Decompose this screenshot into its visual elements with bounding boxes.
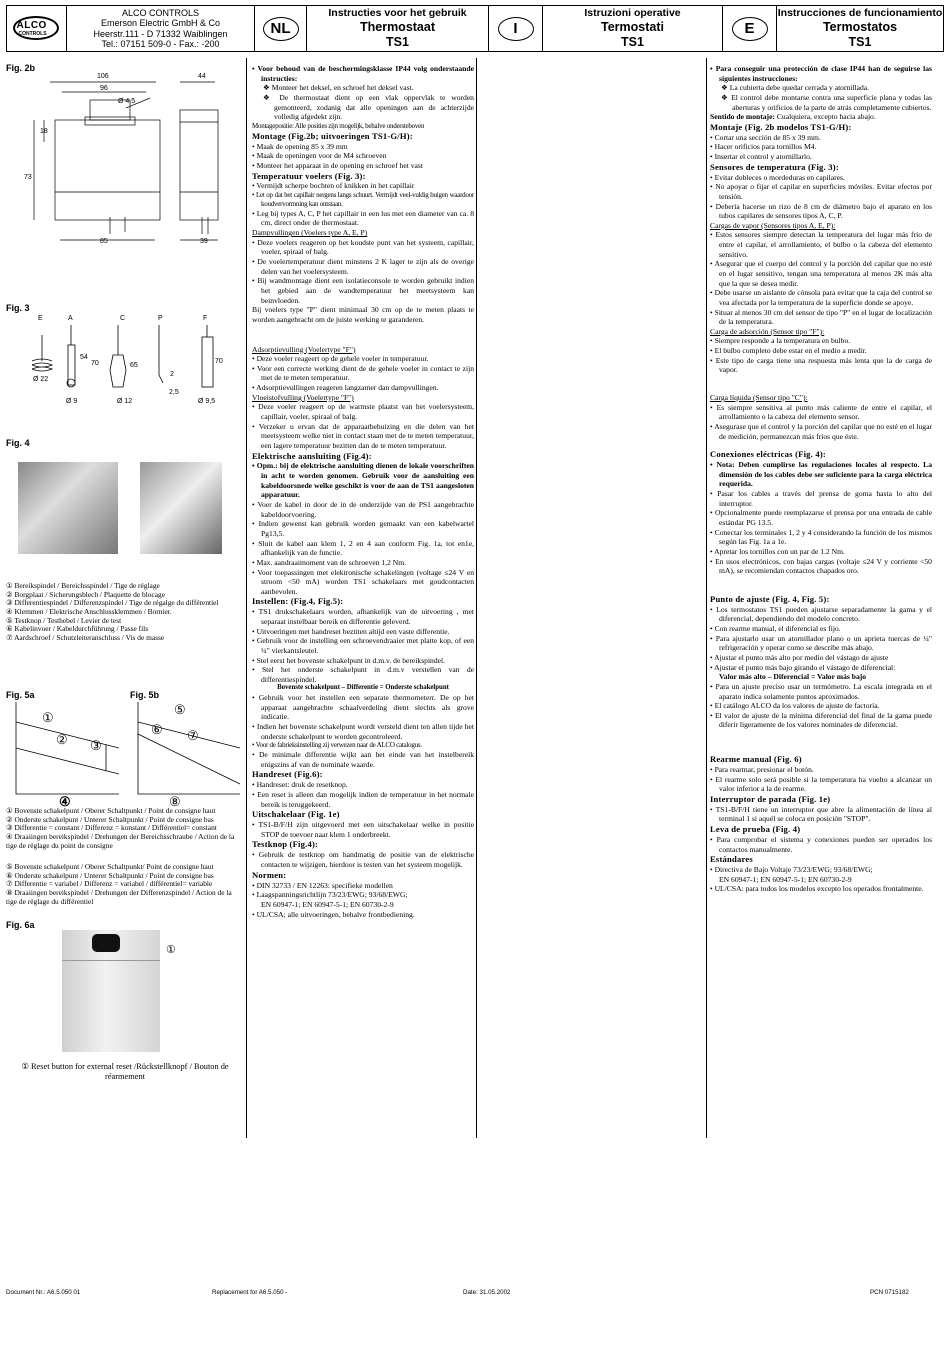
es-p5: Ajustar el punto más bajo girando el vástago de diferencial: — [714, 662, 896, 672]
nl-montagepositie: Montagepositie: Alle posities zijn mogelijk, behalve ondersteboven — [252, 121, 425, 130]
sensor-type-a: A — [68, 315, 73, 322]
nl-list-item: • Gebruik de testknop om handmatig de positie van de elektrische contacten te wijzigen, hierdoor is testen van het systeem mogelijk. — [252, 850, 474, 870]
nl-n3: UL/CSA; alle uitvoeringen, behalve frontbediening. — [256, 909, 415, 919]
svg-text:①: ① — [42, 710, 54, 725]
nl-a3: Adsorptievullingen reageren langzamer dan dampvullingen. — [256, 383, 439, 393]
nl-e-opm: Opm.: bij de elektrische aansluiting dienen de lokale voorschriften in acht te worden genomen. Gebruik voor de aansluiting een kabeldoorsnede welke geschikt is voor de aan de TS1 aangesloten apparatuur. — [256, 461, 474, 500]
legend-item: ④ Draaiingen bereikspindel / Drehungen der Bereichsschraube / Action de la tige de réglage du point de consigne — [6, 831, 235, 850]
dim-d9: Ø 9 — [66, 398, 78, 405]
nl-m3: Monteer het apparaat in de opening en schroef het vast — [256, 160, 423, 170]
es-column — [710, 64, 932, 894]
es-e1: Directiva de Bajo Voltaje 73/23/EWG; 93/68/EWG; — [714, 865, 873, 875]
dim-18: 18 — [40, 128, 48, 135]
title-nl-line1: Instructies voor het gebruik — [328, 7, 467, 20]
nl-i9: De minimale differentie wijkt aan het einde van het instelbereik enigszins af van de nominale waarde. — [258, 750, 474, 769]
nl-list-item: • UL/CSA; alle uitvoeringen, behalve frontbediening. — [252, 909, 415, 919]
nl-list-item: • Adsorptievullingen reageren langzamer dan dampvullingen. — [252, 383, 439, 393]
es-m2: Hacer orificios para tornillos M4. — [714, 142, 817, 152]
dim-d22: Ø 22 — [33, 376, 49, 383]
title-es — [777, 6, 943, 51]
es-list-item: • Hacer orificios para tornillos M4. — [710, 142, 817, 152]
nl-formula: Bovenste schakelpunt – Differentie = Onderste schakelpunt — [277, 684, 449, 692]
es-p2: Con rearme manual, el diferencial es fijo. — [714, 624, 841, 634]
nl-v3: Leg bij types A, C, P het capillair in een lus met een diameter van ca. 8 cm, direct onder de thermostaat. — [256, 208, 474, 228]
sensor-type-p: P — [158, 315, 163, 322]
nl-list-item: • Bij wandmontage dient een isolatieconsole te worden gebruikt indien het gebied aan de wandtemperatuur het meetsysteem kan beinvloeden. — [252, 276, 474, 305]
es-list-item: • Directiva de Bajo Voltaje 73/23/EWG; 93/68/EWG; — [710, 865, 873, 875]
svg-text:⑦: ⑦ — [187, 728, 199, 743]
dim-73: 73 — [24, 174, 32, 181]
nl-e3: Sluit de kabel aan klem 1, 2 en 4 aan conform Fig. 1a, tot en1e, afhankelijk van de functie. — [258, 538, 474, 558]
es-list-item: • El valor de ajuste de la mínima diferencial del final de la gama puede diferir ligeramente de los valores nominales de diferencial. — [710, 710, 932, 730]
nl-n2b: EN 60947-1; EN 60947-5-1; EN 60730-2-9 — [261, 899, 394, 909]
nl-d1: Deze voelers reageren op het koudste punt van het systeem, capillair, voeler, spiraal of balg. — [257, 237, 474, 257]
legend-item: ⑤ Testknop / Testhebel / Levier de test — [6, 615, 122, 625]
nl-list-item: • Stel het onderste schakelpunt in d.m.v verstellen van de differentiespindel. — [252, 665, 474, 684]
nl-list-item: • DIN 32733 / EN 12263: specifieke modellen — [252, 880, 393, 890]
nl-list-item: • Max. aandraaimoment van de schroeven 1,2 Nm. — [252, 557, 407, 567]
es-list-item: • Para ajustarlo usar un atornillador plano o un aprieta tuercas de ¼" refrigeración y operar como se describe más abajo. — [710, 633, 932, 653]
es-r1: Para rearmar, presionar el botón. — [714, 764, 814, 774]
svg-text:②: ② — [56, 732, 68, 747]
fig3-label: Fig. 3 — [6, 303, 30, 313]
es-list-item: • Ajustar el punto más bajo girando el vástago de diferencial: — [710, 662, 896, 672]
dim-44: 44 — [198, 73, 206, 80]
es-p6: Para un ajuste preciso usar un termómetro. La escala integrada en el aparato indica solamente puntos aproximados. — [715, 681, 932, 701]
svg-text:③: ③ — [90, 738, 102, 753]
company-phone: Tel.: 07151 509-0 - Fax.: -200 — [101, 38, 220, 49]
es-heading-sensores: Sensores de temperatura (Fig. 3): — [710, 161, 839, 172]
dim-70a: 70 — [91, 360, 99, 367]
company-legal: Emerson Electric GmbH & Co — [100, 18, 221, 29]
nl-list-item: • Deze voeler reageert op de gehele voeler in temperatuur. — [252, 354, 429, 364]
es-s3: Debería hacerse un rizo de 8 cm de diámetro bajo el aparato en los tubos capilares de sensores tipos A, C, P. — [715, 201, 933, 221]
nl-i7: Indien het bovenste schakelpunt wordt versteld dient ten allen tijde het onderste schakelpunt te worden gecontroleerd. — [256, 722, 474, 741]
nl-i3: Gebruik voor de instelling een schroevendraaier met platte kop, of een ¼" vierkantsleutel. — [256, 636, 474, 655]
fig3-sensor-drawing — [28, 325, 228, 405]
es-a3: Este tipo de carga tiene una respuesta más lenta que la de carga de vapor. — [715, 355, 932, 375]
nl-i5: Stel het onderste schakelpunt in d.m.v verstellen van de differentiespindel. — [261, 665, 474, 684]
es-list-item: • Apretar los tornillos con un par de 1.2 Nm. — [710, 546, 845, 556]
lang-tag-it: I — [498, 17, 534, 41]
es-list-item: • El bulbo completo debe estar en el medio a medir. — [710, 346, 867, 356]
es-list-item: • Los termostatos TS1 pueden ajustarse separadamente la gama y el diferencial, dependiendo del modelo concreto. — [710, 604, 932, 624]
es-v1: Estos sensores siempre detectan la temperatura del lugar más frío de entre el capilar, el arrollamiento, el bulbo o la cabeza del elemento sensitivo. — [715, 230, 932, 259]
nl-intro-text: Voor behoud van de beschermingsklasse IP44 volg onderstaande instructies: — [257, 64, 474, 83]
nl-list-item: • Vermijdt scherpe bochten of knikken in het capillair — [252, 181, 415, 191]
es-list-item: • En usos electrónicos, con bajas cargas (voltaje ≤24 V y corriente <50 mA), se recomiendan contactos chapados oro. — [710, 556, 932, 576]
dim-hole: Ø 4,5 — [118, 98, 136, 105]
es-list-item: • El rearme solo será posible si la temperatura ha vuelto a alcanzar un valor inferior a la de rearme. — [710, 774, 932, 794]
es-heading-estandares: Estándares — [710, 854, 753, 865]
nl-e5: Voor toepassingen met elektronische schakelingen (voltage ≤24 V en stroom <50 mA) worden TS1 schakelaars met goudcontacten aanbevolen. — [257, 567, 474, 596]
es-list-item: • Estos sensores siempre detectan la temperatura del lugar más frío de entre el capilar, el arrollamiento, el bulbo o la cabeza del elemento sensitivo. — [710, 230, 932, 259]
nl-m1: Maak de opening 85 x 39 mm — [256, 141, 348, 151]
nl-r1: Handreset: druk de resetknop. — [256, 780, 348, 790]
legend-item: ① Bovenste schakelpunt / Oberer Schaltpunkt / Point de consigne haut — [6, 806, 216, 815]
es-lv1: Para comprobar el sistema y conexiones pueden ser operados los contactos manualmente. — [716, 834, 933, 854]
nl-list-item: • Voor de fabrieksinstelling zij verwezen naar de ALCO catalogus. — [252, 741, 422, 750]
es-list-item: • Evitar dobleces o mordeduras en capilares. — [710, 172, 845, 182]
es-c1: Pasar los cables a través del prensa de goma hasta lo alto del interruptor. — [717, 489, 932, 508]
dim-25: 2,5 — [169, 389, 179, 396]
document-header — [6, 5, 944, 52]
es-list-item: • Ajustar el punto más alto por medio del vástago de ajuste — [710, 652, 889, 662]
title-it-line3: TS1 — [621, 34, 644, 49]
nl-list-item: • TS1 drukschakelaars worden, afhankelijk van de uitvoering , met separaat instelbaar bereik en differentie geleverd. — [252, 607, 474, 626]
es-p4: Ajustar el punto más alto por medio del vástago de ajuste — [714, 652, 889, 662]
nl-e2: Indien gewenst kan gebruik worden gemaakt van een kabelwartel Pg13,5. — [258, 519, 475, 538]
nl-i1: TS1 drukschakelaars worden, afhankelijk van de uitvoering , met separaat instelbaar bereik en differentie geleverd. — [258, 607, 474, 626]
logo-subtext: CONTROLS — [18, 30, 47, 37]
nl-list-item: • Monteer het apparaat in de opening en schroef het vast — [252, 160, 423, 170]
legend-item: ⑥ Kabelinvoer / Kabeldurchführung / Passe fils — [6, 624, 149, 634]
nl-list-item: • Voor toepassingen met elektronische schakelingen (voltage ≤24 V en stroom <50 mA) worden TS1 schakelaars met goudcontacten aanbevolen. — [252, 567, 474, 596]
legend-item: ③ Differentiespindel / Differenzspindel / Tige de régalge du différentiel — [6, 598, 219, 608]
nl-e1: Voer de kabel in door de in de onderzijde van de PS1 aangebrachte kabeldoorvoering. — [257, 500, 474, 519]
es-list-item: • Insertar el control y atornillarlo. — [710, 152, 812, 162]
es-sentido-value: Cualquiera, excepto hacia abajo. — [774, 112, 876, 122]
es-list-item: • UL/CSA: para todos los modelos excepto los operados frontalmente. — [710, 884, 924, 894]
fig6a-photo — [62, 930, 160, 1052]
es-list-item: • TS1-B/F/H tiene un interruptor que abre la alimentación de línea al terminal 1 si aquél se coloca en posición "STOP". — [710, 804, 933, 824]
sensor-type-e: E — [38, 315, 43, 322]
nl-v2: Let op dat het capillair nergens langs schuurt. Vermijdt veel-vuldig buigen waardoor koudvervormning kan ontstaan. — [255, 191, 474, 208]
fig6a-label: Fig. 6a — [6, 920, 35, 930]
sensor-type-c: C — [120, 315, 126, 322]
es-p7: El catálogo ALCO da los valores de ajuste de factoría. — [714, 701, 880, 711]
es-list-item: • Para un ajuste preciso usar un termómetro. La escala integrada en el aparato indica solamente puntos aproximados. — [710, 681, 932, 701]
es-a2: El bulbo completo debe estar en el medio a medir. — [714, 346, 867, 356]
es-c2: Opcionalmente puede reemplazarse el prensa por una entrada de cable estándar PG 13.5. — [714, 508, 932, 527]
es-p1: Los termostatos TS1 pueden ajustarse separadamente la gama y el diferencial, dependiendo del modelo concreto. — [716, 604, 932, 624]
es-c-nota: Nota: Deben cumplirse las regulaciones locales al respecto. La dimensión de los cables debe ser suficiente para la carga eléctrica requerida. — [716, 460, 933, 489]
es-list-item: • Con rearme manual, el diferencial es fijo. — [710, 624, 841, 634]
fig4-label: Fig. 4 — [6, 438, 30, 448]
title-es-line1: Instrucciones de funcionamiento — [777, 7, 943, 20]
es-intro-2: El control debe montarse contra una superficie plana y todas las aberturas y orificios de la parte de atrás completamente cubiertos. — [731, 92, 932, 112]
nl-list-item: • Let op dat het capillair nergens langs schuurt. Vermijdt veel-vuldig buigen waardoor koudvervormning kan ontstaan. — [252, 191, 474, 208]
es-list-item: • Asegurase que el control y la porción del capilar que no esté en el lugar de medición, permanezcan más fríos que éste. — [710, 421, 932, 441]
es-intro-text: Para conseguir una protección de clase IP44 han de seguirse las siguientes instrucciones: — [715, 64, 933, 83]
fig5b-label: Fig. 5b — [130, 690, 159, 700]
nl-list-item: • Uitvoeringen met handreset beztiten altijd een vaste differentie. — [252, 626, 450, 636]
dim-39: 39 — [200, 238, 208, 245]
es-list-item: • Siempre responde a la temperatura en bulbo. — [710, 336, 851, 346]
nl-n1: DIN 32733 / EN 12263: specifieke modellen — [256, 880, 393, 890]
nl-column — [252, 64, 474, 919]
footer-date: Date: 31.05.2002 — [463, 1289, 511, 1296]
es-m3: Insertar el control y atornillarlo. — [714, 152, 812, 162]
es-subheading-liquida: Carga líquida (Sensor tipo "C"): — [710, 393, 808, 403]
es-list-item: • Este tipo de carga tiene una respuesta más lenta que la de carga de vapor. — [710, 355, 932, 375]
nl-list-item: • Maak de openingen voor de M4 schroeven — [252, 151, 387, 161]
es-intro-1: La cubierta debe quedar cerrada y atornillada. — [729, 83, 870, 93]
es-sentido — [710, 112, 932, 122]
es-m1: Cortar una sección de 85 x 39 mm. — [714, 132, 821, 142]
company-street: Heerstr.111 - D 71332 Waiblingen — [93, 28, 228, 39]
dim-106: 106 — [97, 73, 109, 80]
legend-item: ② Onderste schakelpunt / Unterer Schaltpunkt / Point de consigne bas — [6, 814, 214, 824]
es-l1: Es siempre sensitiva al punto más caliente de entre el capilar, el arrollamiento o la cabeza del elemento sensor. — [716, 402, 932, 422]
nl-intro-item: ❖ De thermostaat dient op een vlak oppervlak te worden gemonteerd, zodanig dat alle openingen aan de achterzijde volledig afgedekt zijn. — [263, 92, 474, 122]
nl-list-item: • Voor een correcte werking dient de de gehele voeler in contact te zijn met de te meten temperatuur. — [252, 363, 475, 383]
es-l2: Asegurase que el control y la porción del capilar que no esté en el lugar de medición, permanezcan más fríos que éste. — [714, 421, 932, 441]
nl-e4: Max. aandraaimoment van de schroeven 1,2 Nm. — [256, 557, 407, 567]
nl-list-item: • Opm.: bij de elektrische aansluiting dienen de lokale voorschriften in acht te worden genomen. Gebruik voor de aansluiting een kabeldoorsnede welke geschikt is voor de aan de TS1 aangesloten apparatuur. — [252, 461, 474, 500]
nl-subheading-adsorptie: Adsorptievulling (Voelertype "F") — [252, 344, 356, 354]
nl-a2: Voor een correcte werking dient de de gehele voeler in contact te zijn met de te meten temperatuur. — [256, 363, 475, 383]
fig5a-label: Fig. 5a — [6, 690, 35, 700]
nl-list-item: • Deze voeler reageert op de warmste plaatst van het voelersysteem, capillair, voeler, spiraal of balg. — [252, 402, 474, 422]
es-heading-punto: Punto de ajuste (Fig. 4, Fig. 5): — [710, 593, 830, 604]
column-divider — [706, 58, 707, 1138]
nl-list-item: • Laagspanningsrichtlijn 73/23/EWG; 93/68/EWG; — [252, 890, 408, 900]
nl-m2: Maak de openingen voor de M4 schroeven — [256, 151, 387, 161]
lang-tag-it-cell — [489, 6, 543, 51]
title-nl — [307, 6, 489, 51]
fig4-photo-left — [18, 462, 118, 554]
nl-list-item: • Leg bij types A, C, P het capillair in een lus met een diameter van ca. 8 cm, direct onder de thermostaat. — [252, 208, 474, 228]
nl-u1: TS1-B/F/H zijn uitgevoerd met een uitschakelaar welke in positie STOP de toevoer naar klem 1 onderbreekt. — [258, 820, 475, 839]
es-list-item: • Nota: Deben cumplirse las regulaciones locales al respecto. La dimensión de los cables debe ser suficiente para la carga eléctrica requerida. — [710, 460, 933, 489]
nl-f2: Verzeker u ervan dat de apparaatbehuizing en die delen van het meetsysteem welke niet in contact staan met de te meten temperatuur, een lagere temperatuur bezitten dan de te meten temperatuur. — [258, 421, 475, 450]
nl-list-item: • Gebruik voor de instelling een schroevendraaier met platte kop, of een ¼" vierkantsleutel. — [252, 636, 474, 655]
es-p8: El valor de ajuste de la mínima diferencial del final de la gama puede diferir ligeramente de los valores nominales de diferencial. — [715, 710, 932, 730]
fig5a-legend — [6, 807, 244, 850]
nl-list-item: • Indien het bovenste schakelpunt wordt versteld dient ten allen tijde het onderste schakelpunt te worden gecontroleerd. — [252, 722, 474, 741]
es-list-item: • Asegurar que el cuerpo del control y la porción del capilar que no esté en el lugar sensitivo, tengan una temperatura al menos 2K más alta que la que se desea medir. — [710, 259, 932, 288]
fig4-photo-right — [140, 462, 222, 554]
es-heading-montaje: Montaje (Fig. 2b modelos TS1-G/H): — [710, 121, 852, 132]
legend-item: ② Borgplaat / Sicherungsblech / Plaquette de blocage — [6, 589, 165, 599]
nl-heading-elektrisch: Elektrische aansluiting (Fig.4): — [252, 450, 372, 461]
legend-item: ④ Klemmen / Elektrische Anschlussklemmen / Bornier. — [6, 606, 172, 616]
nl-d3: Bij wandmontage dient een isolatieconsole te worden gebruikt indien het gebied aan de wandtemperatuur het meetsysteem kan beinvloeden. — [257, 276, 474, 305]
es-v4: Situar al menos 30 cm del sensor de tipo "P" en el lugar de localización de la temperatura. — [714, 307, 932, 327]
footer-replacement: Replacement for A6.5.050 - — [212, 1289, 288, 1296]
title-it-line2: Termostati — [601, 19, 664, 34]
nl-heading-uitschakelaar: Uitschakelaar (Fig. 1e) — [252, 809, 340, 820]
legend-item: ⑤ Bovenste schakelpunt / Oberer Schaltpunkt/ Point de consigne haut — [6, 862, 214, 871]
nl-list-item: • TS1-B/F/H zijn uitgevoerd met een uitschakelaar welke in positie STOP de toevoer naar klem 1 onderbreekt. — [252, 820, 475, 839]
nl-n2: Laagspanningsrichtlijn 73/23/EWG; 93/68/EWG; — [256, 890, 408, 900]
es-s2: No apoyar o fijar el capilar en superficies móviles. Evitar efectos por tensión. — [715, 182, 932, 201]
lang-tag-es: E — [732, 17, 768, 41]
nl-heading-handreset: Handreset (Fig.6): — [252, 769, 323, 780]
nl-heading-testknop: Testknop (Fig.4): — [252, 839, 319, 850]
title-nl-line3: TS1 — [386, 34, 409, 49]
company-address — [67, 6, 255, 51]
es-list-item: • Situar al menos 30 cm del sensor de tipo "P" en el lugar de localización de la temperatura. — [710, 307, 932, 327]
nl-list-item: • De voelertemperatuur dient minstens 2 K lager te zijn als de overige delen van het voelersysteem. — [252, 257, 474, 276]
column-divider — [246, 58, 247, 1138]
fig6a-callout: ① — [166, 944, 176, 956]
legend-item: ⑥ Onderste schakelpunt / Unterer Schaltpunkt / Point de consigne bas — [6, 870, 214, 880]
nl-list-item: • Deze voelers reageren op het koudste punt van het systeem, capillair, voeler, spiraal of balg. — [252, 237, 474, 257]
title-it — [543, 6, 723, 51]
fig6a-caption: ① Reset button for external reset /Rückstellknopf / Bouton de réarmement — [21, 1062, 229, 1081]
es-p3: Para ajustarlo usar un atornillador plano o un aprieta tuercas de ¼" refrigeración y operar como se describe más abajo. — [715, 633, 932, 653]
nl-subheading-damp: Dampvullingen (Voelers type A, E, P) — [252, 228, 368, 238]
nl-heading-instellen: Instellen: (Fig.4, Fig.5): — [252, 596, 344, 607]
nl-list-item: • Een reset is alleen dan mogelijk indien de temperatuur in het normale bereik is teruggekeerd. — [252, 790, 474, 809]
legend-item: ⑧ Draaiingen bereikspindel / Drehungen der Differenzspindel / Action de la tige de réglage du différentiel — [6, 887, 232, 906]
nl-list-item: • De minimale differentie wijkt aan het einde van het instelbereik enigszins af van de nominale waarde. — [252, 750, 474, 769]
nl-heading-montage: Montage (Fig.2b; uitvoeringen TS1-G/H): — [252, 130, 413, 141]
es-subheading-vapor: Cargas de vapor (Sensores tipos A, E, P): — [710, 220, 836, 230]
nl-intro-item: ❖ Monteer het deksel, en schroef het deksel vast. — [263, 83, 414, 93]
es-list-item: • Pasar los cables a través del prensa de goma hasta lo alto del interruptor. — [710, 489, 932, 508]
es-list-item: • Cortar una sección de 85 x 39 mm. — [710, 132, 821, 142]
es-list-item: • Debe usarse un aislante de cónsola para evitar que la caja del control se vea afectada por la temperatura de la superficie donde se apoye. — [710, 288, 932, 307]
es-r2: El rearme solo será posible si la temperatura ha vuelto a alcanzar un valor inferior a la de rearme. — [715, 774, 932, 794]
legend-item: ① Bereikspindel / Bereichsspindel / Tige de réglage — [6, 581, 160, 590]
es-heading-rearme: Rearme manual (Fig. 6) — [710, 754, 802, 765]
nl-i2: Uitvoeringen met handreset beztiten altijd een vaste differentie. — [256, 626, 450, 636]
es-formula: Valor más alto – Diferencial = Valor más bajo — [719, 672, 867, 682]
nl-list-item: • Maak de opening 85 x 39 mm — [252, 141, 348, 151]
es-intro-item: ❖ La cubierta debe quedar cerrada y atornillada. — [721, 83, 870, 93]
title-es-line3: TS1 — [848, 34, 872, 49]
column-divider — [476, 58, 477, 1138]
nl-intro: • Voor behoud van de beschermingsklasse IP44 volg onderstaande instructies: — [252, 64, 474, 83]
lang-tag-nl: NL — [263, 17, 299, 41]
dim-70b: 70 — [215, 358, 223, 365]
nl-list-item: • Handreset: druk de resetknop. — [252, 780, 348, 790]
alco-logo — [11, 14, 63, 44]
nl-list-item: • Stel eerst het bovenste schakelpunt in d.m.v. de bereikspindel. — [252, 655, 446, 665]
nl-t1: Gebruik de testknop om handmatig de positie van de elektrische contacten te wijzigen, hierdoor is testen van het systeem mogelijk. — [258, 850, 474, 870]
nl-intro-2: De thermostaat dient op een vlak oppervlak te worden gemonteerd, zodanig dat alle openingen aan de achterzijde volledig afgedekt zijn. — [274, 92, 474, 122]
title-es-line2: Termostatos — [822, 19, 898, 34]
es-e2: UL/CSA: para todos los modelos excepto los operados frontalmente. — [714, 884, 924, 894]
sensor-type-f: F — [203, 315, 208, 322]
es-list-item: • Conectar los terminales 1, 2 y 4 considerando la función de los mismos según las Fig. 1a a 1e. — [710, 527, 932, 547]
svg-text:⑤: ⑤ — [174, 702, 186, 717]
fig2b-label: Fig. 2b — [6, 63, 35, 73]
footer-document-number: Document Nr.: A6.5.050 01 — [6, 1289, 81, 1296]
dim-d95: Ø 9,5 — [198, 398, 216, 405]
nl-i6: Gebruik voor het instellen een separate thermometerr. De op het apparaat aangebrachte schaalverdeling dient slechts als grove indicatie. — [258, 693, 474, 722]
es-c4: Apretar los tornillos con un par de 1.2 Nm. — [714, 546, 845, 556]
svg-text:④: ④ — [59, 794, 71, 807]
es-heading-interruptor: Interruptor de parada (Fig. 1e) — [710, 793, 831, 804]
legend-item: ⑦ Differentie = variabel / Differenz = variabel / différentiel= variable — [6, 879, 213, 889]
title-nl-line2: Thermostaat — [359, 19, 436, 34]
es-a1: Siempre responde a la temperatura en bulbo. — [714, 336, 851, 346]
nl-heading-normen: Normen: — [252, 869, 287, 880]
es-heading-leva: Leva de prueba (Fig. 4) — [710, 824, 801, 835]
svg-text:⑥: ⑥ — [151, 722, 163, 737]
dim-54: 54 — [80, 354, 88, 361]
nl-i4: Stel eerst het bovenste schakelpunt in d.m.v. de bereikspindel. — [256, 655, 446, 665]
es-list-item: • Debería hacerse un rizo de 8 cm de diámetro bajo el aparato en los tubos capilares de sensores tipos A, C, P. — [710, 201, 933, 221]
es-list-item: • Para rearmar, presionar el botón. — [710, 764, 814, 774]
es-c5: En usos electrónicos, con bajas cargas (voltaje ≤24 V y corriente <50 mA), se recomiendan contactos chapados oro. — [715, 556, 932, 576]
nl-r2: Een reset is alleen dan mogelijk indien de temperatuur in het normale bereik is teruggekeerd. — [257, 790, 474, 809]
fig5-diagrams — [14, 702, 242, 807]
nl-v1: Vermijdt scherpe bochten of knikken in het capillair — [256, 181, 415, 191]
nl-list-item: • Indien gewenst kan gebruik worden gemaakt van een kabelwartel Pg13,5. — [252, 519, 475, 538]
es-list-item: • Es siempre sensitiva al punto más caliente de entre el capilar, el arrollamiento o la cabeza del elemento sensor. — [710, 402, 932, 422]
company-name: ALCO CONTROLS — [121, 7, 199, 18]
nl-intro-1: Monteer het deksel, en schroef het deksel vast. — [271, 83, 414, 93]
nl-a1: Deze voeler reageert op de gehele voeler in temperatuur. — [256, 354, 429, 364]
dim-85: 85 — [100, 238, 108, 245]
logo-cell — [7, 6, 67, 51]
dim-2: 2 — [170, 371, 174, 378]
es-sentido-label: Sentido de montaje: — [710, 112, 775, 122]
es-list-item: • El catálogo ALCO da los valores de ajuste de factoría. — [710, 701, 880, 711]
es-c3: Conectar los terminales 1, 2 y 4 considerando la función de los mismos según las Fig. 1a a 1e. — [714, 527, 932, 547]
nl-heading-voelers: Temperatuur voelers (Fig. 3): — [252, 170, 366, 181]
nl-list-item: • Gebruik voor het instellen een separate thermometerr. De op het apparaat aangebrachte schaalverdeling dient slechts als grove indicatie. — [252, 693, 474, 722]
nl-f1: Deze voeler reageert op de warmste plaatst van het voelersysteem, capillair, voeler, spiraal of balg. — [258, 402, 474, 422]
dim-65: 65 — [130, 362, 138, 369]
legend-item: ⑦ Aardschroef / Schutzleiteranschluss / Vis de masse — [6, 632, 165, 642]
es-intro-item: ❖ El control debe montarse contra una superficie plana y todas las aberturas y orificios de la parte de atrás completamente cubiertos. — [721, 92, 932, 112]
nl-list-item: • Voer de kabel in door de in de onderzijde van de PS1 aangebrachte kabeldoorvoering. — [252, 500, 474, 519]
fig5b-legend — [6, 863, 244, 906]
footer-pcn: PCN 0715182 — [870, 1289, 909, 1296]
es-e1b: EN 60947-1; EN 60947-5-1; EN 60730-2-9 — [719, 874, 852, 884]
title-it-line1: Istruzioni operative — [584, 7, 681, 20]
es-heading-conexiones: Conexiones eléctricas (Fig. 4): — [710, 449, 826, 460]
svg-text:⑧: ⑧ — [169, 794, 181, 807]
nl-d4: Bij voelers type "P" dient minimaal 30 cm op de te meten plaats te worden aangebracht om de juiste werking te garanderen. — [252, 305, 474, 324]
nl-i8: Voor de fabrieksinstelling zij verwezen naar de ALCO catalogus. — [255, 741, 422, 750]
dim-d12: Ø 12 — [117, 398, 133, 405]
fig4-legend — [6, 582, 244, 643]
nl-list-item: • Verzeker u ervan dat de apparaatbehuizing en die delen van het meetsysteem welke niet in contact staan met de te meten temperatuur, een lagere temperatuur bezitten dan de te meten temperatuur. — [252, 421, 475, 450]
logo-text: ALCO — [16, 19, 47, 31]
lang-tag-es-cell — [723, 6, 777, 51]
es-in1: TS1-B/F/H tiene un interruptor que abre la alimentación de línea al terminal 1 si aquél se coloca en posición "STOP". — [715, 804, 933, 824]
es-v2: Asegurar que el cuerpo del control y la porción del capilar que no esté en el lugar sensitivo, tengan una temperatura al menos 2K más alta que la que se desea medir. — [714, 259, 932, 288]
nl-subheading-vloeistof: Vloeistofvulling (Voelertype "F") — [252, 392, 354, 402]
dim-96: 96 — [100, 85, 108, 92]
es-list-item: • No apoyar o fijar el capilar en superficies móviles. Evitar efectos por tensión. — [710, 182, 932, 201]
es-s1: Evitar dobleces o mordeduras en capilares. — [714, 172, 845, 182]
es-list-item: • Para comprobar el sistema y conexiones pueden ser operados los contactos manualmente. — [710, 834, 933, 854]
nl-d2: De voelertemperatuur dient minstens 2 K lager te zijn als de overige delen van het voelersysteem. — [257, 257, 474, 276]
es-intro: • Para conseguir una protección de clase IP44 han de seguirse las siguientes instrucciones: — [710, 64, 933, 83]
legend-item: ③ Differentie = constant / Differenz = konstant / Différentiel= constant — [6, 823, 217, 833]
es-subheading-adsorcion: Carga de adsorción (Sensor tipo "F"): — [710, 326, 825, 336]
lang-tag-nl-cell — [255, 6, 307, 51]
es-v3: Debe usarse un aislante de cónsola para evitar que la caja del control se vea afectada por la temperatura de la superficie donde se apoye. — [714, 288, 932, 307]
es-list-item: • Opcionalmente puede reemplazarse el prensa por una entrada de cable estándar PG 13.5. — [710, 508, 932, 527]
nl-list-item: • Sluit de kabel aan klem 1, 2 en 4 aan conform Fig. 1a, tot en1e, afhankelijk van de functie. — [252, 538, 474, 558]
